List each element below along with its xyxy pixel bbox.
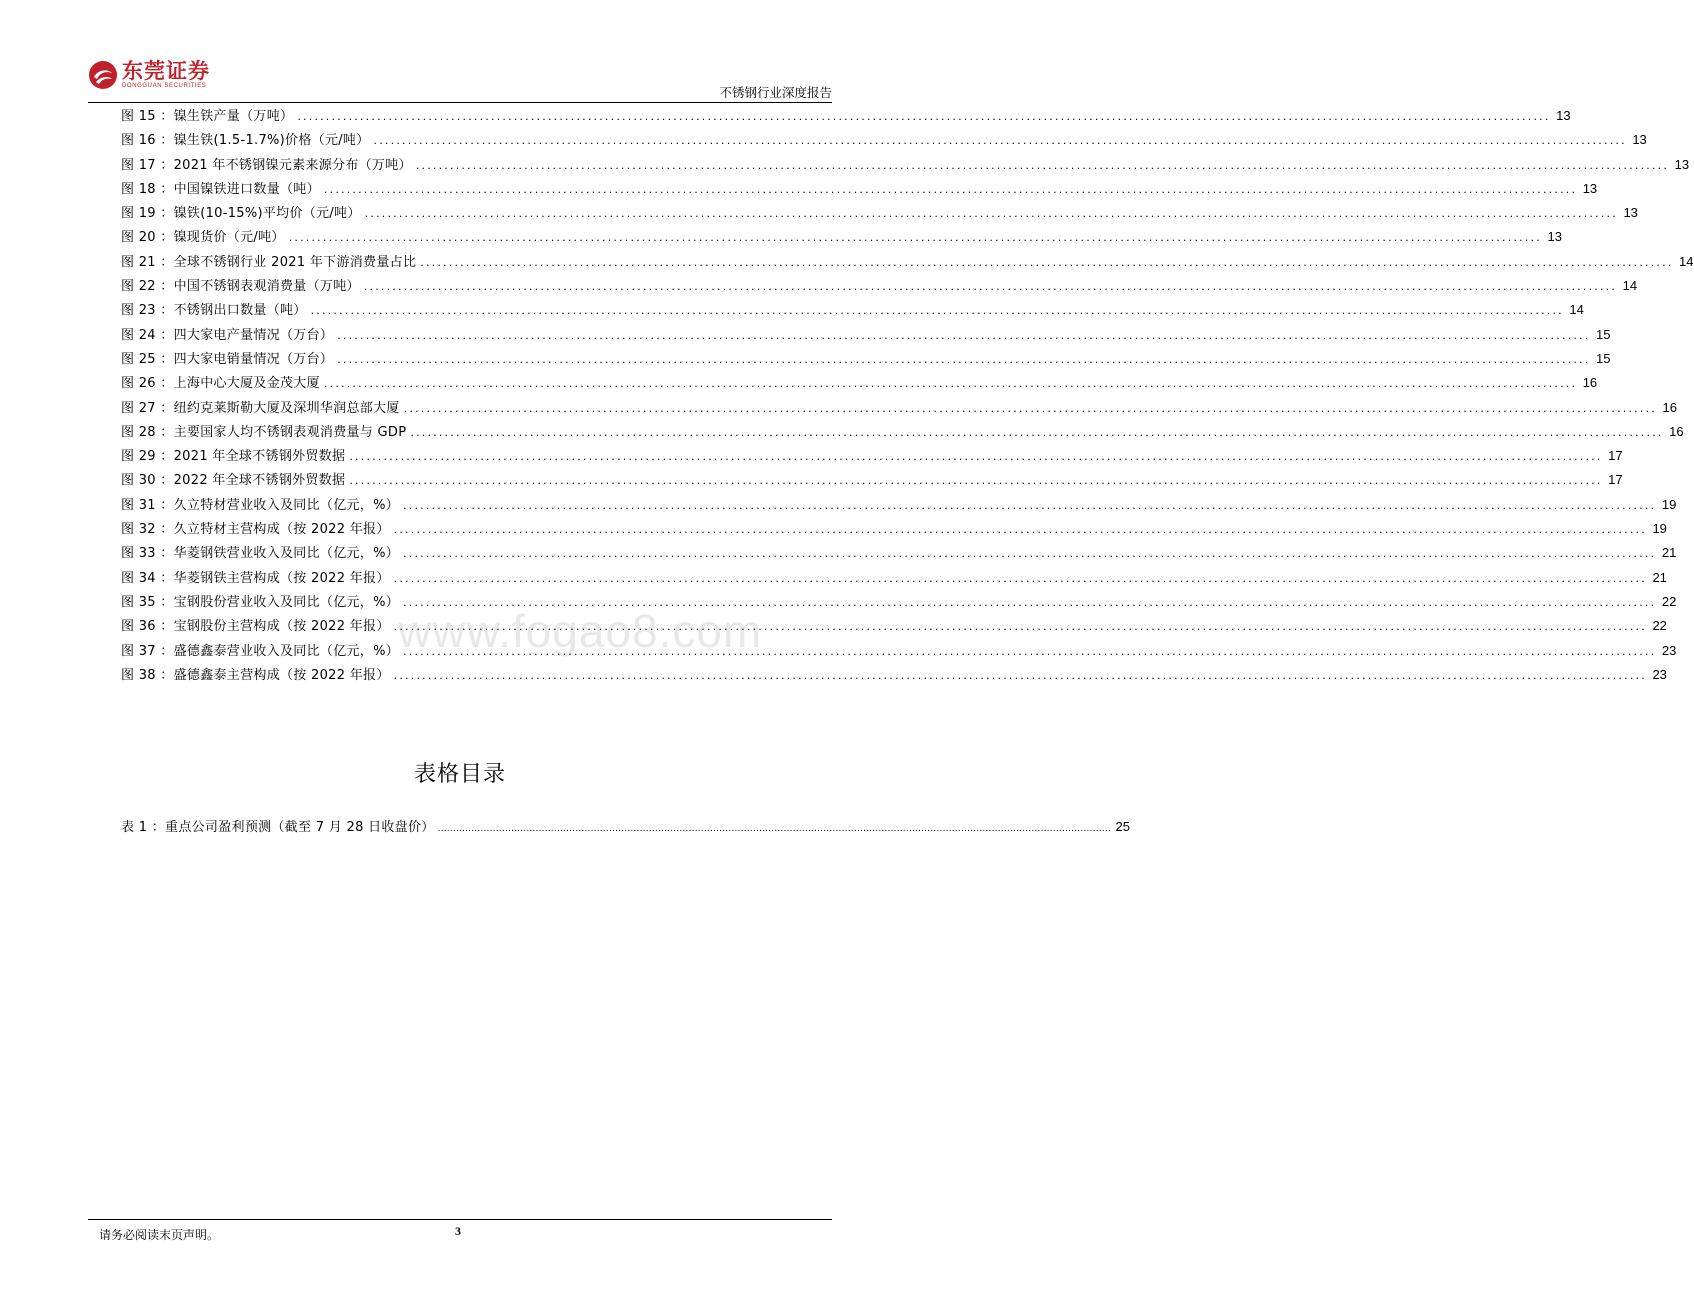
logo-english-name: DONGGUAN SECURITIES xyxy=(122,83,207,89)
toc-dot-leader: ............................................................................................................................................................................................................................ xyxy=(403,595,1657,609)
toc-entry[interactable] xyxy=(121,566,1667,590)
toc-dot-leader: ............................................................................................................................................................................................................................ xyxy=(364,207,1618,221)
toc-dot-leader: ............................................................................................................................................................................................................................ xyxy=(310,304,1564,318)
toc-entry[interactable] xyxy=(121,225,1562,249)
toc-entry-page: 19 xyxy=(1652,521,1667,537)
toc-entry-page: 15 xyxy=(1596,326,1611,342)
toc-dot-leader: ............................................................................................................................................................................................................................ xyxy=(349,474,1603,488)
toc-entry-label: 图 30 ：2022 年全球不锈钢外贸数据 xyxy=(121,473,346,489)
toc-dot-leader: ............................................................................................................................................................................................................................ xyxy=(363,280,1618,294)
toc-dot-leader: ............................................................................................................................................................................................................................ xyxy=(437,824,1111,834)
toc-entry[interactable] xyxy=(121,541,1677,565)
toc-entry-label: 表 1 ：重点公司盈利预测（截至 7 月 28 日收盘价） xyxy=(121,820,435,835)
toc-entry[interactable] xyxy=(121,347,1611,371)
footer-divider xyxy=(88,1219,832,1220)
toc-entry-page: 13 xyxy=(1556,108,1571,123)
toc-entry-label: 图 23 ：不锈钢出口数量（吨） xyxy=(121,303,307,319)
toc-dot-leader: ............................................................................................................................................................................................................................ xyxy=(323,377,1578,391)
toc-entry[interactable] xyxy=(121,250,1694,274)
toc-entry-page: 13 xyxy=(1674,156,1690,172)
toc-entry-label: 图 32 ：久立特材主营构成（按 2022 年报） xyxy=(121,522,390,538)
toc-entry[interactable] xyxy=(121,153,1690,177)
toc-dot-leader: ............................................................................................................................................................................................................................ xyxy=(393,523,1647,537)
toc-entry[interactable] xyxy=(121,104,1571,128)
toc-entry[interactable] xyxy=(121,274,1638,298)
company-logo xyxy=(88,60,210,90)
toc-entry-label: 图 17 ：2021 年不锈钢镍元素来源分布（万吨） xyxy=(121,157,412,173)
toc-entry-page: 16 xyxy=(1669,423,1684,439)
toc-entry-label: 图 29 ：2021 年全球不锈钢外贸数据 xyxy=(121,449,346,465)
toc-entry-page: 16 xyxy=(1662,399,1677,415)
toc-dot-leader: ............................................................................................................................................................................................................................ xyxy=(393,620,1647,634)
toc-entry-label: 图 19 ：镍铁(10-15%)平均价（元/吨） xyxy=(121,206,361,222)
toc-entry-page: 13 xyxy=(1547,229,1562,245)
toc-entry-page: 13 xyxy=(1582,180,1598,196)
toc-entry-page: 22 xyxy=(1661,593,1677,609)
toc-entry-label: 图 16 ：镍生铁(1.5-1.7%)价格（元/吨） xyxy=(121,133,370,149)
toc-dot-leader: ............................................................................................................................................................................................................................ xyxy=(403,401,1657,415)
toc-dot-leader: ............................................................................................................................................................................................................................ xyxy=(323,182,1578,196)
logo-emblem-icon xyxy=(88,60,118,90)
toc-dot-leader: ............................................................................................................................................................................................................................ xyxy=(288,231,1542,245)
toc-entry-page: 19 xyxy=(1661,496,1677,512)
watermark: www.fogao8.com xyxy=(398,605,763,657)
toc-entry[interactable] xyxy=(121,323,1611,347)
toc-entry-page: 13 xyxy=(1623,205,1638,221)
toc-entry-page: 22 xyxy=(1652,618,1667,634)
toc-dot-leader: ............................................................................................................................................................................................................................ xyxy=(297,110,1551,123)
toc-entry[interactable] xyxy=(121,493,1677,517)
toc-entry[interactable] xyxy=(121,201,1638,225)
toc-entry-label: 图 36 ：宝钢股份主营构成（按 2022 年报） xyxy=(121,619,390,635)
toc-entry-page: 17 xyxy=(1608,448,1623,464)
toc-entry-page: 23 xyxy=(1661,642,1677,658)
toc-dot-leader: ............................................................................................................................................................................................................................ xyxy=(410,425,1664,439)
toc-entry[interactable] xyxy=(121,177,1598,201)
toc-entry-label: 图 28 ：主要国家人均不锈钢表观消费量与 GDP xyxy=(121,424,407,440)
toc-entry-label: 图 37 ：盛德鑫泰营业收入及同比（亿元，%） xyxy=(121,643,400,659)
toc-entry[interactable] xyxy=(121,517,1667,541)
header-divider xyxy=(88,102,832,103)
toc-entry-label: 图 20 ：镍现货价（元/吨） xyxy=(121,230,285,246)
toc-entry-label: 图 15 ：镍生铁产量（万吨） xyxy=(121,109,294,124)
toc-entry[interactable] xyxy=(121,663,1667,687)
toc-entry[interactable] xyxy=(121,420,1684,444)
toc-entry-label: 图 24 ：四大家电产量情况（万台） xyxy=(121,327,334,343)
toc-entry-label: 图 31 ：久立特材营业收入及同比（亿元，%） xyxy=(121,497,400,513)
toc-entry-label: 图 18 ：中国镍铁进口数量（吨） xyxy=(121,181,320,197)
table-toc-list xyxy=(121,815,1130,839)
toc-entry-page: 25 xyxy=(1115,819,1130,834)
toc-dot-leader: ............................................................................................................................................................................................................................ xyxy=(349,450,1603,464)
page-number: 3 xyxy=(455,1224,461,1238)
footer-disclaimer: 请务必阅读末页声明。 xyxy=(99,1228,220,1242)
toc-dot-leader: ............................................................................................................................................................................................................................ xyxy=(393,668,1647,682)
toc-entry-label: 图 34 ：华菱钢铁主营构成（按 2022 年报） xyxy=(121,570,390,586)
toc-entry[interactable] xyxy=(121,468,1623,492)
toc-entry-label: 图 25 ：四大家电销量情况（万台） xyxy=(121,351,334,367)
toc-entry-label: 图 26 ：上海中心大厦及金茂大厦 xyxy=(121,376,320,392)
toc-entry[interactable] xyxy=(121,371,1598,395)
toc-dot-leader: ............................................................................................................................................................................................................................ xyxy=(403,644,1657,658)
toc-dot-leader: ............................................................................................................................................................................................................................ xyxy=(420,255,1674,269)
toc-entry[interactable] xyxy=(121,815,1130,839)
toc-dot-leader: ............................................................................................................................................................................................................................ xyxy=(337,328,1591,342)
toc-entry-page: 14 xyxy=(1622,278,1638,294)
toc-dot-leader: ............................................................................................................................................................................................................................ xyxy=(415,158,1670,172)
toc-dot-leader: ............................................................................................................................................................................................................................ xyxy=(373,134,1627,148)
table-toc-heading: 表格目录 xyxy=(413,762,506,787)
toc-entry-page: 13 xyxy=(1632,132,1647,148)
toc-entry-page: 23 xyxy=(1652,666,1667,682)
toc-entry[interactable] xyxy=(121,128,1647,152)
toc-entry-page: 15 xyxy=(1596,350,1611,366)
toc-entry-page: 16 xyxy=(1582,375,1598,391)
toc-entry[interactable] xyxy=(121,444,1623,468)
toc-entry-label: 图 38 ：盛德鑫泰主营构成（按 2022 年报） xyxy=(121,667,390,683)
toc-entry-page: 14 xyxy=(1569,302,1584,318)
toc-entry-page: 14 xyxy=(1679,253,1694,269)
toc-entry[interactable] xyxy=(121,396,1677,420)
page-header xyxy=(88,58,832,102)
toc-dot-leader: ............................................................................................................................................................................................................................ xyxy=(403,498,1657,512)
report-title: 不锈钢行业深度报告 xyxy=(719,85,832,100)
toc-dot-leader: ............................................................................................................................................................................................................................ xyxy=(393,571,1647,585)
toc-dot-leader: ............................................................................................................................................................................................................................ xyxy=(403,547,1657,561)
figure-toc-list xyxy=(121,104,1694,687)
toc-entry-label: 图 21 ：全球不锈钢行业 2021 年下游消费量占比 xyxy=(121,254,417,270)
toc-entry-page: 21 xyxy=(1661,545,1677,561)
toc-entry-label: 图 33 ：华菱钢铁营业收入及同比（亿元，%） xyxy=(121,546,400,562)
toc-entry-label: 图 27 ：纽约克莱斯勒大厦及深圳华润总部大厦 xyxy=(121,400,400,416)
logo-chinese-name: 东莞证券 xyxy=(122,58,210,83)
toc-dot-leader: ............................................................................................................................................................................................................................ xyxy=(337,352,1591,366)
toc-entry-page: 17 xyxy=(1608,472,1623,488)
toc-entry[interactable] xyxy=(121,298,1584,322)
toc-entry-page: 21 xyxy=(1652,569,1667,585)
toc-entry-label: 图 22 ：中国不锈钢表观消费量（万吨） xyxy=(121,279,360,295)
toc-entry-label: 图 35 ：宝钢股份营业收入及同比（亿元，%） xyxy=(121,594,400,610)
